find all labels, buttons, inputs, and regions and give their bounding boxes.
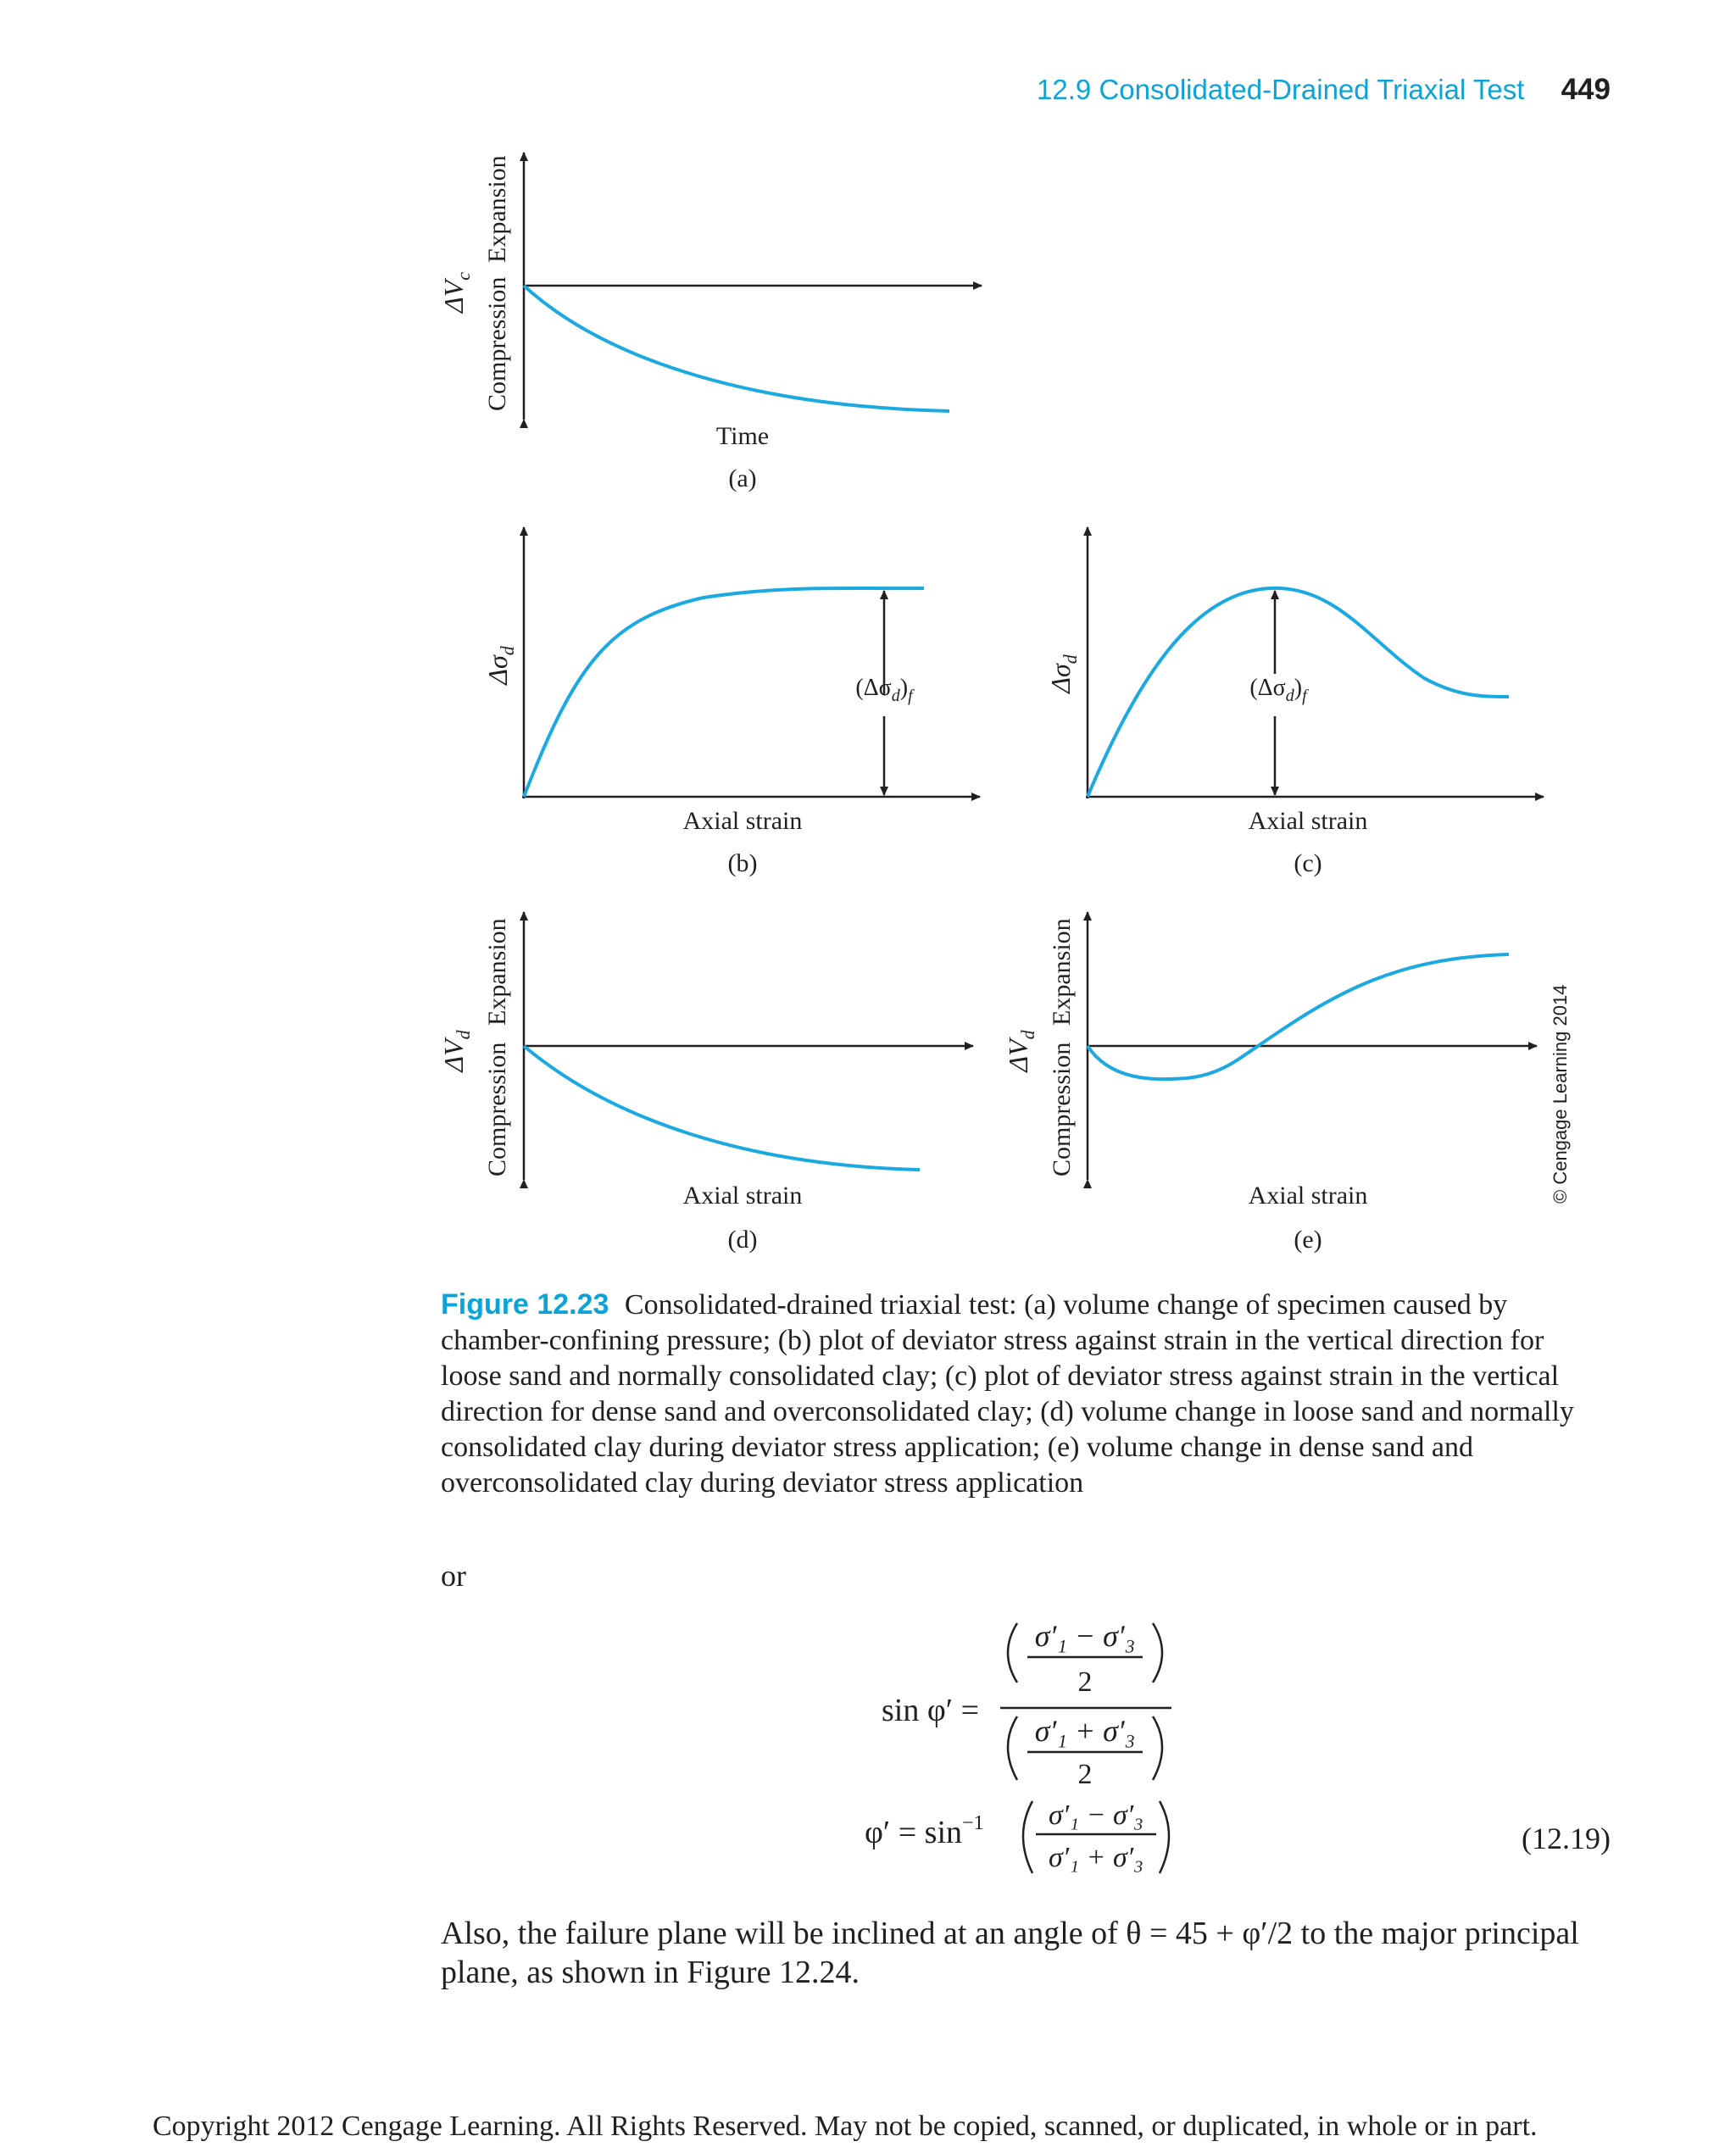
- panel-e-ylabel: $\Delta V_d$: [1003, 1030, 1038, 1072]
- equation-number: (12.19): [1522, 1822, 1611, 1855]
- panel-e: [1003, 912, 1537, 1254]
- panel-a-tag: (a): [728, 464, 757, 492]
- panel-e-compression: Compression: [1048, 1042, 1076, 1176]
- panel-d-ylabel: $\Delta V_d$: [438, 1030, 474, 1072]
- eq-lhs-sin: sin φ′ =: [882, 1693, 980, 1728]
- panel-a-xlabel: Time: [715, 422, 770, 450]
- side-copyright: © Cengage Learning 2014: [1550, 984, 1571, 1204]
- panel-b: [482, 527, 980, 877]
- figure-caption: [441, 1287, 1611, 1501]
- body-paragraph: Also, the failure plane will be inclined at an angle of θ = 45 + φ′/2 to the major principal plane, as shown in Figure 12.24.: [441, 1916, 1579, 1990]
- panel-d-compression: Compression: [483, 1042, 511, 1176]
- panel-d-tag: (d): [727, 1226, 758, 1254]
- eq2-num: σ′₁ − σ′₃: [1049, 1799, 1143, 1831]
- panel-b-failure-label: $(\Delta\sigma_d)_f$: [855, 675, 913, 705]
- panel-c-ylabel: $\Delta\sigma_d$: [1045, 654, 1081, 693]
- eq-den-expr: σ′₁ + σ′₃: [1034, 1714, 1136, 1748]
- eq-num-expr: σ′₁ − σ′₃: [1034, 1619, 1136, 1653]
- eq-num-two: 2: [1077, 1666, 1093, 1698]
- panel-e-xlabel: Axial strain: [1248, 1182, 1368, 1210]
- page-number: 449: [1561, 73, 1611, 106]
- panel-d: [438, 912, 973, 1254]
- panel-e-expansion: Expansion: [1048, 918, 1076, 1026]
- panel-a-expansion: Expansion: [483, 155, 511, 263]
- eq-lhs-phi: $\varphi' = \sin^{-1}$: [865, 1812, 984, 1850]
- panel-e-curve: [1088, 954, 1509, 1079]
- section-title: 12.9 Consolidated-Drained Triaxial Test: [1037, 74, 1525, 105]
- panel-d-curve: [524, 1046, 920, 1170]
- panel-c-failure-label: $(\Delta\sigma_d)_f$: [1249, 675, 1307, 705]
- eq2-den: σ′₁ + σ′₃: [1049, 1842, 1143, 1873]
- panel-d-xlabel: Axial strain: [682, 1182, 803, 1210]
- panel-b-ylabel: $\Delta\sigma_d$: [482, 646, 518, 685]
- caption-text: Consolidated-drained triaxial test: (a) volume change of specimen caused by chamber-confining pressure; (b) plot of deviator stress against strain in the vertical direction for loose sand and normally consolidated clay; (c) plot of deviator stress against strain in the vertical direction for dense sand and overconsolidated clay; (d) volume change in loose sand and normally consolidated clay during deviator stress application; (e) volume change in dense sand and overconsolidated clay during deviator stress application: [441, 1289, 1574, 1499]
- panel-c: [1045, 527, 1544, 877]
- panel-a-compression: Compression: [483, 276, 511, 411]
- panel-b-xlabel: Axial strain: [682, 807, 803, 835]
- panel-e-tag: (e): [1294, 1226, 1322, 1254]
- figure-label: Figure 12.23: [441, 1288, 609, 1321]
- panel-c-tag: (c): [1294, 849, 1322, 877]
- or-text: or: [441, 1559, 466, 1593]
- eq-den-two: 2: [1077, 1759, 1093, 1790]
- panel-a-curve: [524, 286, 949, 411]
- panel-d-expansion: Expansion: [483, 918, 511, 1026]
- panel-a: [438, 153, 982, 492]
- panel-b-tag: (b): [727, 849, 758, 877]
- copyright-footer: Copyright 2012 Cengage Learning. All Rights Reserved. May not be copied, scanned, or duplicated, in whole or in part.: [153, 2111, 1538, 2142]
- panel-c-xlabel: Axial strain: [1248, 807, 1368, 835]
- panel-a-ylabel: $\Delta V_c$: [438, 271, 474, 314]
